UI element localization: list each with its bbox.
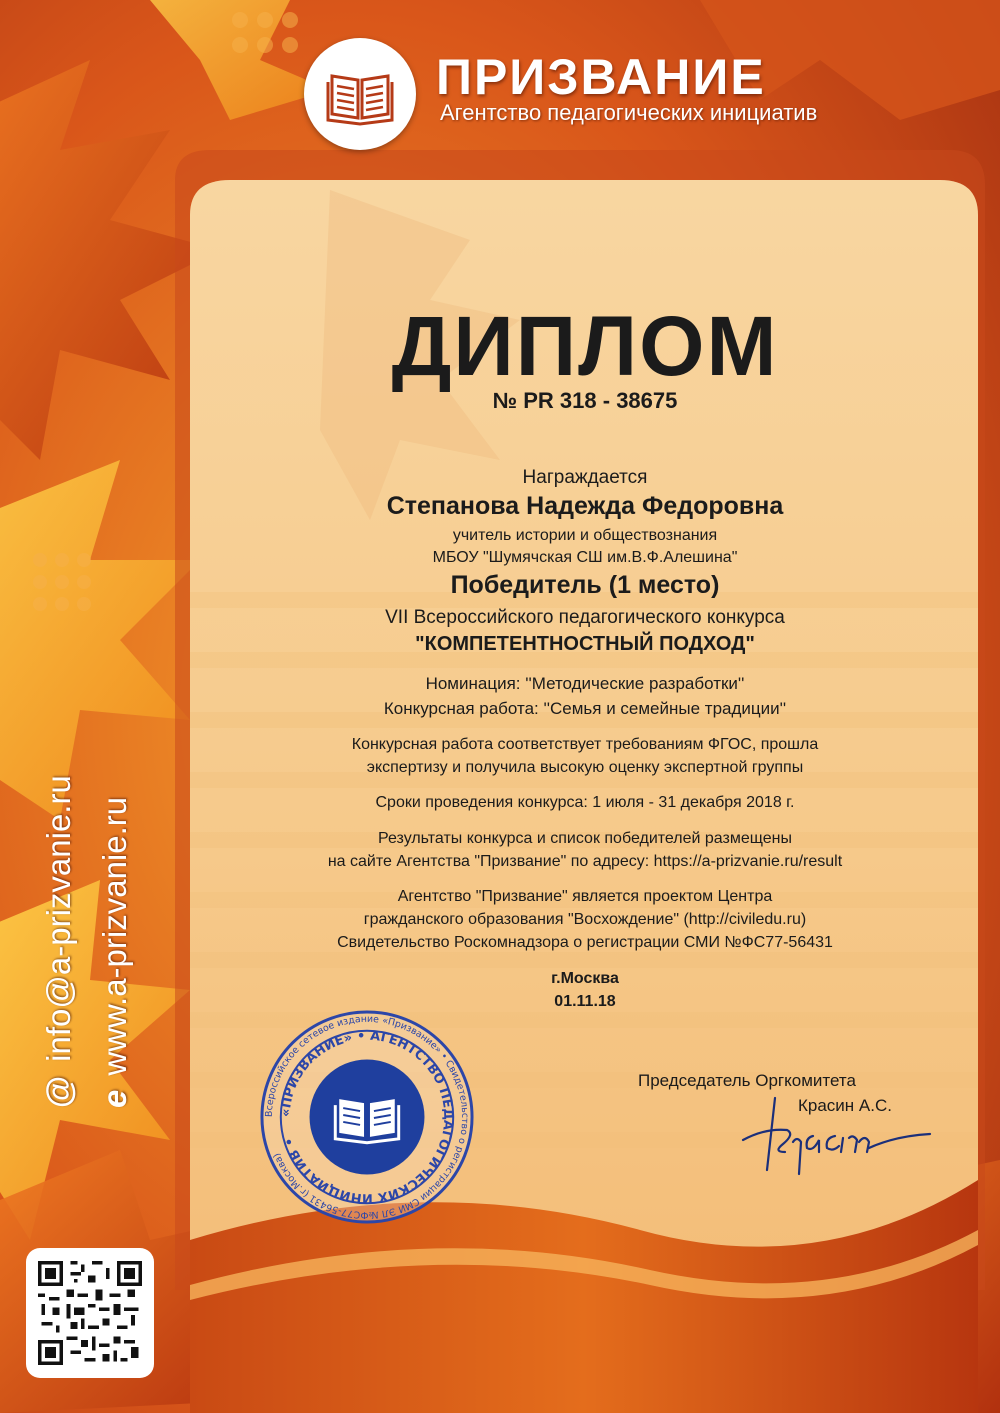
signature-role: Председатель Оргкомитета — [638, 1071, 856, 1090]
nomination: Номинация: ''Методические разработки'' — [425, 674, 745, 693]
side-website — [96, 797, 134, 1108]
diploma-number: № PR 318 - 38675 — [492, 388, 678, 413]
project-line-2: гражданского образования "Восхождение" (http://civiledu.ru) — [363, 911, 807, 928]
fgos-line-2: экспертизу и получила высокую оценку экспертной группы — [366, 759, 804, 776]
side-email-text: info@a-prizvanie.ru — [40, 775, 77, 1062]
signature-name: Красин А.С. — [798, 1096, 892, 1115]
qr-code — [26, 1248, 154, 1378]
recipient-name: Степанова Надежда Федоровна — [386, 492, 784, 520]
awarded-label: Награждается — [522, 467, 648, 488]
qr-code-icon — [38, 1261, 142, 1365]
award-place: Победитель (1 место) — [450, 571, 720, 599]
open-book-icon — [304, 38, 416, 150]
recipient-organization: МБОУ "Шумячская СШ им.В.Ф.Алешина" — [432, 549, 738, 566]
contest-dates: Сроки проведения конкурса: 1 июля - 31 декабря 2018 г. — [375, 794, 795, 811]
city: г.Москва — [551, 970, 619, 987]
official-seal — [258, 1008, 476, 1226]
issue-date: 01.11.18 — [554, 993, 616, 1010]
brand-subtitle: Агентство педагогических инициатив — [440, 100, 818, 125]
side-email — [40, 775, 78, 1108]
results-line-2: на сайте Агентства "Призвание" по адресу: https://a-prizvanie.ru/result — [327, 853, 843, 870]
at-sign-icon: @ — [40, 1075, 77, 1108]
brand-logo — [304, 38, 416, 150]
project-line-1: Агентство "Призвание" является проектом Центра — [397, 888, 773, 905]
project-line-3: Свидетельство Роскомнадзора о регистрации СМИ №ФС77-56431 — [337, 934, 833, 951]
contest-line: VII Всероссийского педагогического конкурса — [385, 607, 785, 628]
brand-title: ПРИЗВАНИЕ — [436, 49, 766, 105]
results-line-1: Результаты конкурса и список победителей размещены — [378, 830, 792, 847]
contest-name: "КОМПЕТЕНТНОСТНЫЙ ПОДХОД" — [415, 633, 755, 655]
diploma-title: ДИПЛОМ — [391, 299, 779, 393]
seal-inner-text: «ПРИЗВАНИЕ» • АГЕНТСТВО ПЕДАГОГИЧЕСКИХ ИНИЦИАТИВ • — [278, 1028, 456, 1206]
fgos-line-1: Конкурсная работа соответствует требованиям ФГОС, прошла — [351, 736, 819, 753]
seal-outer-text: Всероссийское сетевое издание «Призвание» • Свидетельство о регистрации СМИ ЭЛ №ФС77-56431 (г.Москва) — [263, 1013, 471, 1221]
contest-work: Конкурсная работа: ''Семья и семейные традиции'' — [383, 699, 787, 718]
recipient-position: учитель истории и обществознания — [452, 527, 718, 544]
browser-e-icon: e — [96, 1089, 133, 1108]
handwritten-signature — [735, 1090, 935, 1180]
side-website-text: www.a-prizvanie.ru — [96, 796, 133, 1076]
